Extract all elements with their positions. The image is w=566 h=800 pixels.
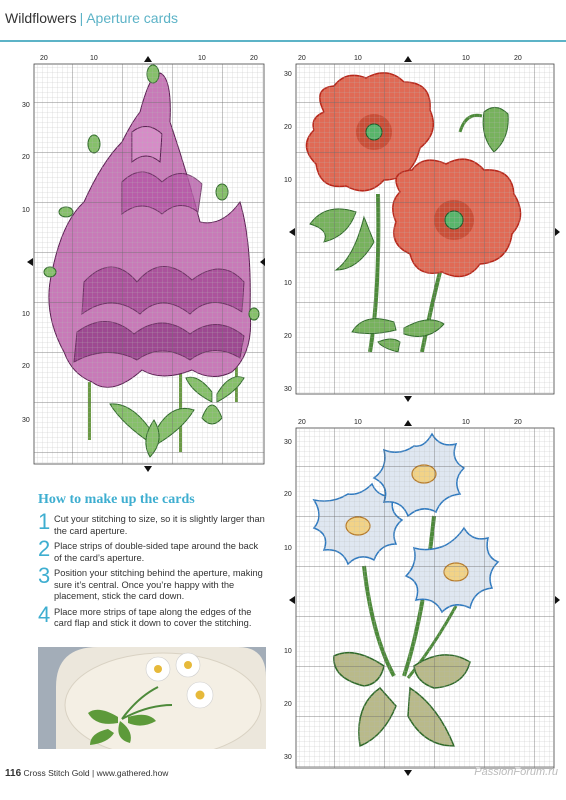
poppy-chart — [284, 52, 560, 402]
daisy-chart — [284, 416, 560, 776]
step-number: 2 — [38, 536, 51, 561]
instruction-step — [38, 601, 266, 630]
header-rule — [0, 40, 566, 42]
header-separator: | — [79, 10, 84, 26]
center-marker-bottom — [404, 770, 412, 776]
footer-separator: | — [92, 768, 95, 778]
left-tick: 30 — [22, 102, 30, 109]
center-marker-left — [289, 228, 295, 236]
page-header — [0, 0, 566, 42]
daisy-chart-svg — [284, 416, 560, 776]
left-tick: 20 — [284, 701, 292, 708]
step-number: 3 — [38, 563, 51, 588]
center-marker-left — [27, 258, 33, 266]
left-tick: 30 — [22, 417, 30, 424]
center-marker-right — [555, 596, 560, 604]
top-tick: 20 — [298, 55, 306, 62]
section-subtitle: Aperture cards — [86, 10, 179, 26]
top-tick: 20 — [250, 55, 258, 62]
center-marker-top — [404, 56, 412, 62]
left-tick: 10 — [284, 177, 292, 184]
header-title — [5, 10, 178, 26]
left-tick: 30 — [284, 386, 292, 393]
top-tick: 10 — [354, 419, 362, 426]
left-tick: 20 — [284, 124, 292, 131]
watermark: PassionForum.ru — [474, 766, 558, 778]
page-number: 116 — [5, 768, 22, 779]
instruction-step — [38, 536, 266, 564]
top-tick: 20 — [514, 55, 522, 62]
left-tick: 10 — [22, 311, 30, 318]
step-text: Place strips of double-sided tape around the back of the card’s aperture. — [54, 541, 259, 563]
top-tick: 20 — [40, 55, 48, 62]
top-tick: 10 — [90, 55, 98, 62]
left-tick: 10 — [284, 545, 292, 552]
top-tick: 10 — [354, 55, 362, 62]
left-tick: 20 — [284, 491, 292, 498]
poppy-chart-svg — [284, 52, 560, 402]
center-marker-bottom — [404, 396, 412, 402]
center-marker-left — [289, 596, 295, 604]
left-tick: 30 — [284, 71, 292, 78]
left-tick: 10 — [284, 280, 292, 287]
grid-major — [296, 64, 554, 394]
step-text: Place more strips of tape along the edges of the card flap and stick it down to cover the stitching. — [54, 606, 252, 628]
top-tick: 20 — [298, 419, 306, 426]
foxglove-chart-svg — [22, 52, 266, 472]
step-text: Cut your stitching to size, so it is slightly larger than the card aperture. — [54, 514, 265, 536]
top-tick: 10 — [462, 55, 470, 62]
grid-major — [296, 428, 554, 768]
left-tick: 30 — [284, 439, 292, 446]
finished-card-svg — [38, 647, 266, 749]
step-text: Position your stitching behind the aperture, making sure it’s central. Once you’re happy with the placement, stick the card down. — [54, 568, 263, 601]
step-number: 1 — [38, 509, 51, 534]
how-to-section — [38, 492, 266, 634]
left-tick: 20 — [22, 154, 30, 161]
website[interactable]: www.gathered.how — [96, 768, 169, 778]
left-tick: 20 — [22, 363, 30, 370]
center-marker-bottom — [144, 466, 152, 472]
page-footer — [5, 768, 168, 779]
how-to-title: How to make up the cards — [38, 492, 195, 507]
top-tick: 20 — [514, 419, 522, 426]
foxglove-chart — [22, 52, 266, 472]
step-number: 4 — [38, 601, 51, 627]
magazine-name: Cross Stitch Gold — [23, 768, 90, 778]
center-marker-top — [144, 56, 152, 62]
instruction-step — [38, 509, 266, 537]
center-marker-right — [555, 228, 560, 236]
top-tick: 10 — [198, 55, 206, 62]
left-tick: 20 — [284, 333, 292, 340]
left-tick: 30 — [284, 754, 292, 761]
left-tick: 10 — [22, 207, 30, 214]
top-tick: 10 — [462, 419, 470, 426]
instruction-step — [38, 563, 266, 603]
grid-major — [34, 64, 264, 464]
left-tick: 10 — [284, 648, 292, 655]
center-marker-top — [404, 420, 412, 426]
finished-card-photo — [38, 647, 266, 749]
section-name: Wildflowers — [5, 10, 77, 26]
